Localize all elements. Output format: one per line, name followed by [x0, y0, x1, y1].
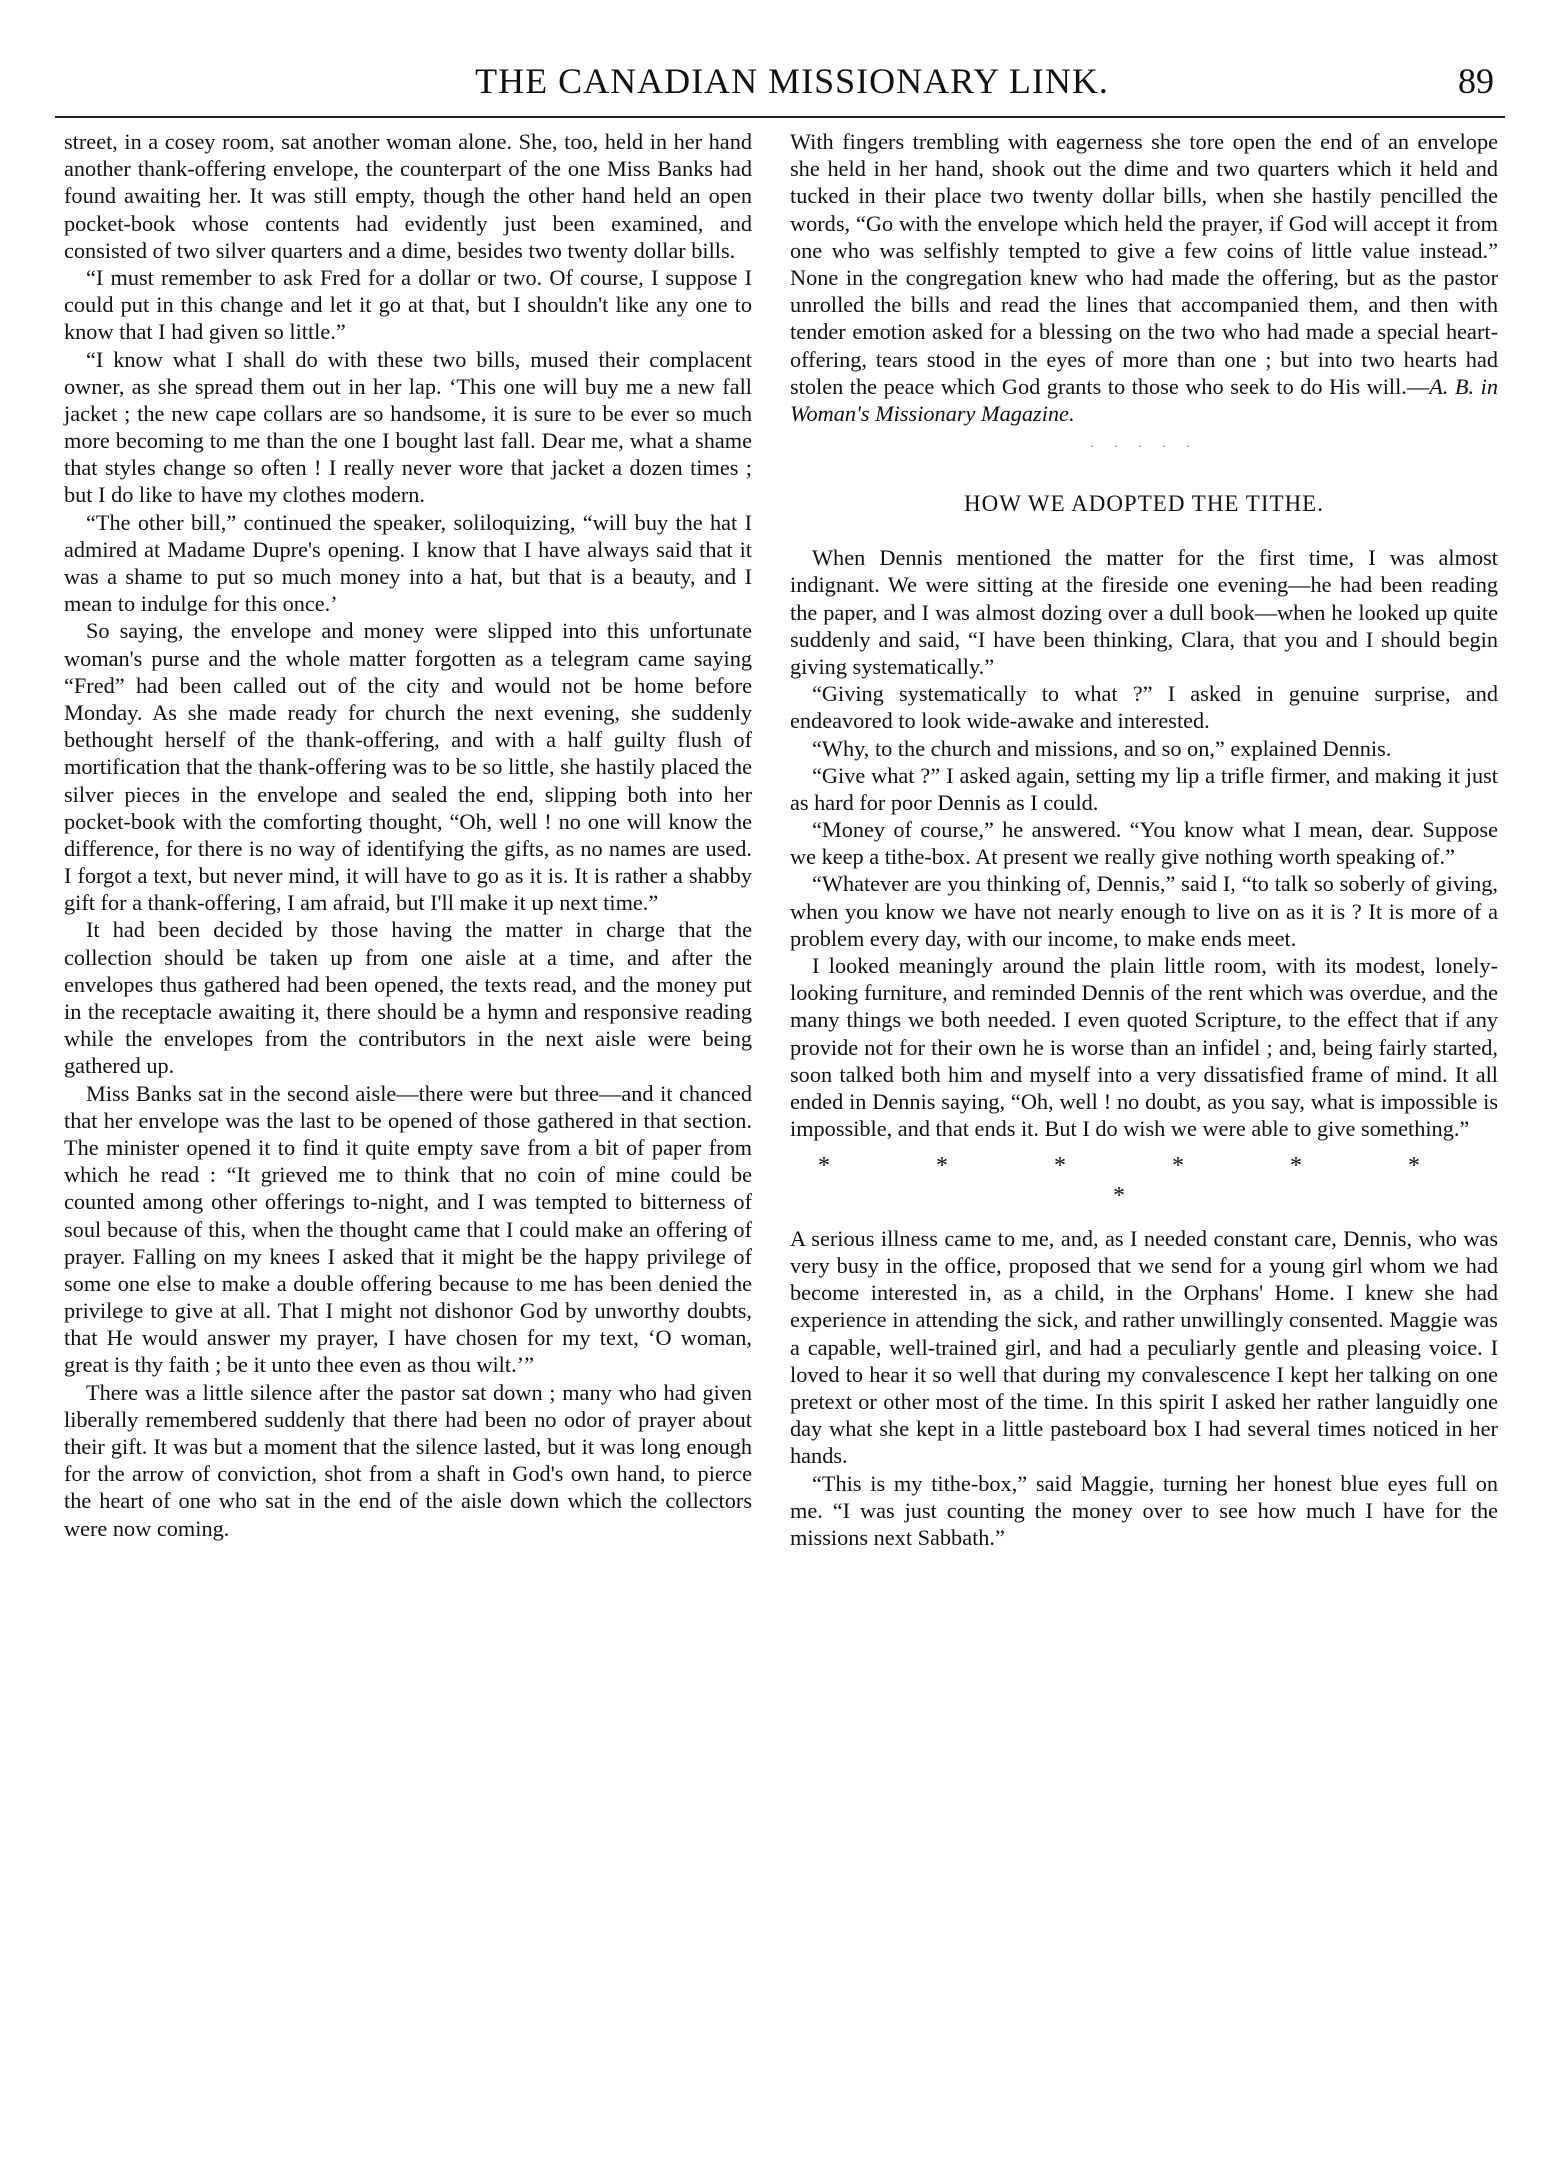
section-title: HOW WE ADOPTED THE TITHE.: [964, 491, 1324, 517]
paragraph: “This is my tithe-box,” said Maggie, turning her honest blue eyes full on me. “I was just counting the money over to see how much I have for the missions next Sabbath.”: [790, 1470, 1498, 1550]
paragraph: So saying, the envelope and money were slipped into this unfortunate woman's purse and the whole matter forgotten as a telegram came saying “Fred” had been called out of the city and would not be home before Monday. As she made ready for church the next evening, she suddenly bethought herself of the thank-offering, and with a half guilty flush of mortification that the thank-offering was to be so little, she hastily placed the silver pieces in the envelope and sealed the end, slipping both into her pocket-book with the comforting thought, “Oh, well ! no one will know the difference, for there is no way of identifying the gifts, as no names are used. I forgot a text, but never mind, it will have to go as it is. It is rather a shabby gift for a thank-offering, I am afraid, but I'll make it up next time.”: [64, 618, 752, 916]
page-number: 89: [1458, 61, 1494, 101]
paragraph: A serious illness came to me, and, as I needed constant care, Dennis, who was very busy in the office, proposed that we send for a young girl whom we had become interested in, as a child, in the Orphans' Home. I knew she had experience in attending the sick, and rather unwillingly consented. Maggie was a capable, well-trained girl, and had a peculiarly gentle and pleasing voice. I loved to hear it so well that during my convalescence I kept her talking on one pretext or other most of the time. In this spirit I asked her rather languidly one day what she kept in a little pasteboard box I had several times noticed in her hands.: [790, 1225, 1498, 1469]
paragraph: There was a little silence after the pastor sat down ; many who had given liberally remembered suddenly that there had been no odor of prayer about their gift. It was but a moment that the silence lasted, but it was long enough for the arrow of conviction, shot from a shaft in God's own hand, to pierce the heart of one who sat in the end of the aisle down which the collectors were now coming.: [64, 1379, 752, 1541]
paragraph: “Give what ?” I asked again, setting my lip a trifle firmer, and making it just as hard for poor Dennis as I could.: [790, 762, 1498, 815]
right-column: [790, 128, 1498, 1551]
paragraph: It had been decided by those having the matter in charge that the collection should be taken up from one aisle at a time, and after the envelopes thus gathered had been opened, the texts read, and the money put in the receptacle awaiting it, there should be a hymn and responsive reading while the envelopes from the contributors in the next aisle were being gathered up.: [64, 917, 752, 1079]
paragraph: “The other bill,” continued the speaker, soliloquizing, “will buy the hat I admired at Madame Dupre's opening. I know that I have always said that it was a shame to put so much money into a hat, but that is a beauty, and I mean to indulge for this once.’: [64, 509, 752, 617]
paragraph: “Giving systematically to what ?” I asked in genuine surprise, and endeavored to look wide-awake and interested.: [790, 681, 1498, 734]
asterisk-separator: * * * * * * *: [818, 1153, 1470, 1209]
paragraph: I looked meaningly around the plain little room, with its modest, lonely-looking furniture, and reminded Dennis of the rent which was overdue, and the many things we both needed. I even quoted Scripture, to the effect that if any provide not for their own he is worse than an infidel ; and, being fairly started, soon talked both him and myself into a very dissatisfied frame of mind. It all ended in Dennis saying, “Oh, well ! no doubt, as you say, what is impossible is impossible, and that ends it. But I do wish we were able to give something.”: [790, 953, 1498, 1142]
left-column: [64, 128, 752, 1542]
paragraph: street, in a cosey room, sat another woman alone. She, too, held in her hand another thank-offering envelope, the counterpart of the one Miss Banks had found awaiting her. It was still empty, though the other hand held an open pocket-book whose contents had evidently just been examined, and consisted of two silver quarters and a dime, besides two twenty dollar bills.: [64, 129, 752, 263]
paragraph: “Money of course,” he answered. “You know what I mean, dear. Suppose we keep a tithe-box. At present we really give nothing worth speaking of.”: [790, 817, 1498, 870]
page-header: [60, 52, 1524, 112]
masthead-title: THE CANADIAN MISSIONARY LINK.: [475, 61, 1109, 101]
paragraph: “I know what I shall do with these two bills, mused their complacent owner, as she spread them out in her lap. ‘This one will buy me a new fall jacket ; the new cape collars are so handsome, it is sure to be ever so much more becoming to me than the one I bought last fall. Dear me, what a shame that styles change so often ! I really never wore that jacket a dozen times ; but I do like to have my clothes modern.: [64, 346, 752, 508]
story-conclusion: [790, 128, 1498, 427]
paragraph: “Why, to the church and missions, and so on,” explained Dennis.: [812, 735, 1392, 761]
paragraph: “I must remember to ask Fred for a dollar or two. Of course, I suppose I could put in this change and let it go at that, but I shouldn't like any one to know that I had given so little.”: [64, 264, 752, 345]
section-separator: · · · · ·: [1089, 440, 1199, 456]
paragraph: “Whatever are you thinking of, Dennis,” said I, “to talk so soberly of giving, when you know we have not nearly enough to live on as it is ? It is more of a problem every day, with our income, to make ends meet.: [790, 871, 1498, 951]
story-signature: A. B. in Woman's Missionary Magazine.: [790, 373, 1498, 426]
header-rule: [55, 116, 1505, 118]
paragraph: When Dennis mentioned the matter for the first time, I was almost indignant. We were sitting at the fireside one evening—he had been reading the paper, and I was almost dozing over a dull book—when he looked up quite suddenly and said, “I have been thinking, Clara, that you and I should begin giving systematically.”: [790, 545, 1498, 679]
story-conclusion-text: With fingers trembling with eagerness she tore open the end of an envelope she held in her hand, shook out the dime and two quarters which it held and tucked in their place two twenty dollar bills, when she hastily pencilled the words, “Go with the envelope which held the prayer, if God will accept it from one who was selfishly tempted to give a few coins of little value instead.” None in the congregation knew who had made the offering, but as the pastor unrolled the bills and read the lines that accompanied them, and then with tender emotion asked for a blessing on the two who had made a special heart-offering, tears stood in the eyes of more than one ; but into two hearts had stolen the peace which God grants to those who seek to do His will.—: [790, 129, 1498, 399]
paragraph: Miss Banks sat in the second aisle—there were but three—and it chanced that her envelope was the last to be opened of those gathered in that section. The minister opened it to find it quite empty save from a bit of paper from which he read : “It grieved me to think that no coin of mine could be counted among other offerings to-night, and I was tempted to bitterness of soul because of this, when the thought came that I could make an offering of prayer. Falling on my knees I asked that it might be the happy privilege of some one else to make a double offering because to me has been denied the privilege to give at all. That I might not dishonor God by unworthy doubts, that He would answer my prayer, I have chosen for my text, ‘O woman, great is thy faith ; be it unto thee even as thou wilt.’”: [64, 1080, 752, 1378]
